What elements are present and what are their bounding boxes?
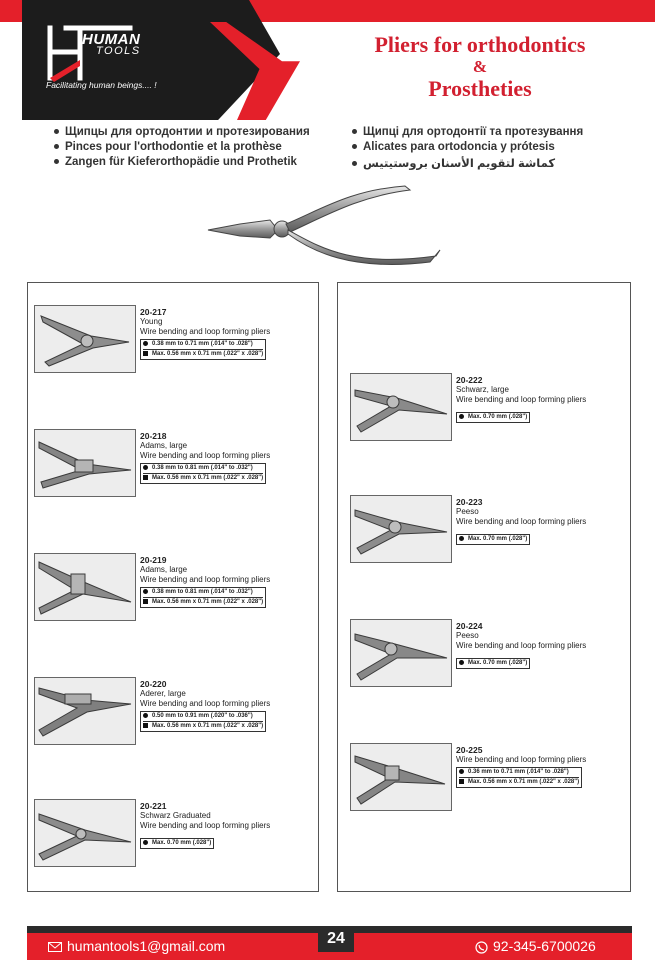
product-code: 20-221 bbox=[140, 801, 167, 811]
product-code: 20-220 bbox=[140, 679, 167, 689]
product-info bbox=[140, 679, 320, 732]
spec-row: Max. 0.70 mm (.028") bbox=[459, 535, 527, 544]
page-title bbox=[330, 34, 630, 100]
language-item-es: Alicates para ortodoncia y prótesis bbox=[352, 141, 555, 153]
round-wire-icon bbox=[143, 341, 148, 346]
spec-row: 0.50 mm to 0.91 mm (.020" to .036") bbox=[143, 712, 263, 721]
brand-name: HUMAN bbox=[82, 31, 141, 48]
page-number: 24 bbox=[327, 930, 345, 947]
bullet-icon bbox=[54, 144, 59, 149]
round-wire-icon bbox=[143, 589, 148, 594]
bullet-icon bbox=[352, 144, 357, 149]
title-line-2: Prostheties bbox=[428, 76, 532, 101]
plier-thumbnail bbox=[34, 553, 136, 621]
product-info bbox=[140, 555, 320, 608]
language-item-ru: Щипцы для ортодонтии и протезирования bbox=[54, 126, 310, 138]
product-code: 20-224 bbox=[456, 621, 483, 631]
product-info bbox=[140, 307, 320, 360]
envelope-icon bbox=[48, 942, 62, 952]
product-code: 20-217 bbox=[140, 307, 167, 317]
plier-thumbnail bbox=[34, 677, 136, 745]
spec-row: Max. 0.56 mm x 0.71 mm (.022" x .028") bbox=[143, 597, 263, 607]
contact-email[interactable]: humantools1@gmail.com bbox=[48, 938, 225, 954]
spec-box bbox=[140, 339, 266, 360]
square-wire-icon bbox=[143, 351, 148, 356]
spec-row: Max. 0.70 mm (.028") bbox=[459, 659, 527, 668]
square-wire-icon bbox=[459, 779, 464, 784]
brand-name-sub: TOOLS bbox=[96, 45, 141, 57]
plier-thumbnail bbox=[34, 305, 136, 373]
language-item-uk: Щипці для ортодонтії та протезування bbox=[352, 126, 583, 138]
product-description: Wire bending and loop forming pliers bbox=[456, 395, 587, 404]
round-wire-icon bbox=[459, 660, 464, 665]
bullet-icon bbox=[352, 129, 357, 134]
spec-box bbox=[456, 658, 530, 669]
spec-row: Max. 0.70 mm (.028") bbox=[143, 839, 211, 848]
spec-row: Max. 0.70 mm (.028") bbox=[459, 413, 527, 422]
spec-box bbox=[140, 711, 266, 732]
title-ampersand: & bbox=[472, 57, 488, 76]
product-name: Adams, large bbox=[140, 565, 188, 574]
product-info bbox=[140, 801, 320, 849]
spec-box bbox=[140, 587, 266, 608]
product-name: Peeso bbox=[456, 507, 479, 516]
product-description: Wire bending and loop forming pliers bbox=[456, 517, 587, 526]
whatsapp-icon bbox=[475, 941, 488, 954]
product-panel-left bbox=[27, 282, 319, 892]
round-wire-icon bbox=[459, 536, 464, 541]
product-name: Aderer, large bbox=[140, 689, 186, 698]
spec-row: Max. 0.56 mm x 0.71 mm (.022" x .028") bbox=[143, 473, 263, 483]
product-description: Wire bending and loop forming pliers bbox=[456, 641, 587, 650]
product-info bbox=[456, 497, 636, 545]
bullet-icon bbox=[54, 159, 59, 164]
contact-phone[interactable]: 92-345-6700026 bbox=[475, 938, 596, 954]
product-description: Wire bending and loop forming pliers bbox=[140, 699, 271, 708]
product-description: Wire bending and loop forming pliers bbox=[140, 575, 271, 584]
product-description: Wire bending and loop forming pliers bbox=[140, 821, 271, 830]
spec-row: 0.38 mm to 0.81 mm (.014" to .032") bbox=[143, 588, 263, 597]
round-wire-icon bbox=[459, 414, 464, 419]
product-name: Schwarz Graduated bbox=[140, 811, 211, 820]
bullet-icon bbox=[352, 161, 357, 166]
product-info bbox=[456, 745, 636, 788]
language-item-fr: Pinces pour l'orthodontie et la prothèse bbox=[54, 141, 282, 153]
plier-thumbnail bbox=[350, 743, 452, 811]
main-plier-illustration bbox=[200, 180, 460, 280]
product-info bbox=[456, 621, 636, 669]
product-description: Wire bending and loop forming pliers bbox=[456, 755, 587, 764]
title-line-1: Pliers for orthodontics bbox=[374, 32, 586, 57]
product-panel-right bbox=[337, 282, 631, 892]
plier-thumbnail bbox=[350, 619, 452, 687]
round-wire-icon bbox=[459, 769, 464, 774]
product-code: 20-223 bbox=[456, 497, 483, 507]
product-name: Schwarz, large bbox=[456, 385, 509, 394]
product-name: Peeso bbox=[456, 631, 479, 640]
language-item-ar: كماشة لتقويم الأسنان بروستيتيس bbox=[352, 156, 555, 170]
square-wire-icon bbox=[143, 599, 148, 604]
plier-thumbnail bbox=[34, 799, 136, 867]
plier-thumbnail bbox=[350, 373, 452, 441]
product-description: Wire bending and loop forming pliers bbox=[140, 327, 271, 336]
spec-box bbox=[140, 463, 266, 484]
round-wire-icon bbox=[143, 713, 148, 718]
spec-box bbox=[456, 534, 530, 545]
spec-row: Max. 0.56 mm x 0.71 mm (.022" x .028") bbox=[459, 777, 579, 787]
spec-row: Max. 0.56 mm x 0.71 mm (.022" x .028") bbox=[143, 349, 263, 359]
plier-thumbnail bbox=[34, 429, 136, 497]
language-item-de: Zangen für Kieferorthopädie und Prothetik bbox=[54, 156, 297, 168]
spec-row: 0.38 mm to 0.71 mm (.014" to .028") bbox=[143, 340, 263, 349]
round-wire-icon bbox=[143, 840, 148, 845]
spec-row: 0.38 mm to 0.81 mm (.014" to .032") bbox=[143, 464, 263, 473]
round-wire-icon bbox=[143, 465, 148, 470]
square-wire-icon bbox=[143, 723, 148, 728]
brand-tagline: Facilitating human beings.... ! bbox=[46, 80, 157, 90]
product-info bbox=[140, 431, 320, 484]
spec-box bbox=[140, 838, 214, 849]
product-name: Adams, large bbox=[140, 441, 188, 450]
product-code: 20-225 bbox=[456, 745, 483, 755]
spec-box bbox=[456, 767, 582, 788]
plier-thumbnail bbox=[350, 495, 452, 563]
product-info bbox=[456, 375, 636, 423]
spec-row: 0.36 mm to 0.71 mm (.014" to .028") bbox=[459, 768, 579, 777]
product-description: Wire bending and loop forming pliers bbox=[140, 451, 271, 460]
spec-box bbox=[456, 412, 530, 423]
product-code: 20-219 bbox=[140, 555, 167, 565]
spec-row: Max. 0.56 mm x 0.71 mm (.022" x .028") bbox=[143, 721, 263, 731]
product-code: 20-222 bbox=[456, 375, 483, 385]
product-code: 20-218 bbox=[140, 431, 167, 441]
bullet-icon bbox=[54, 129, 59, 134]
square-wire-icon bbox=[143, 475, 148, 480]
product-name: Young bbox=[140, 317, 163, 326]
